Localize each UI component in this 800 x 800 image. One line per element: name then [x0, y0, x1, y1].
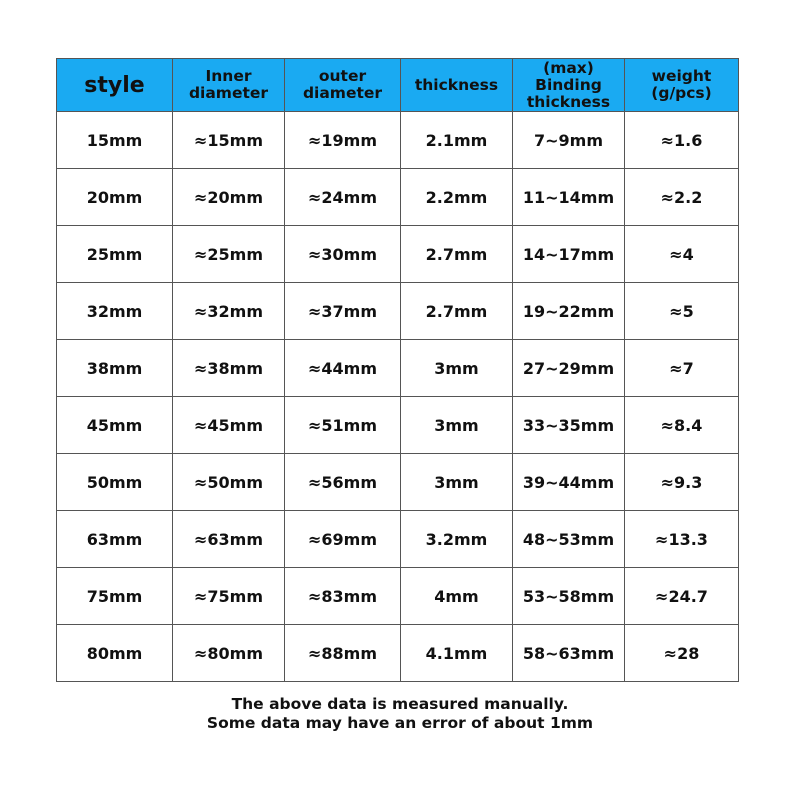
cell-weight: ≈2.2 [625, 169, 739, 226]
cell-outer-diameter: ≈19mm [285, 112, 401, 169]
cell-thickness: 3mm [401, 340, 513, 397]
cell-weight: ≈24.7 [625, 568, 739, 625]
cell-inner-diameter: ≈63mm [173, 511, 285, 568]
cell-outer-diameter: ≈56mm [285, 454, 401, 511]
cell-inner-diameter: ≈50mm [173, 454, 285, 511]
cell-outer-diameter: ≈88mm [285, 625, 401, 682]
cell-outer-diameter: ≈30mm [285, 226, 401, 283]
cell-inner-diameter: ≈75mm [173, 568, 285, 625]
cell-outer-diameter: ≈83mm [285, 568, 401, 625]
cell-outer-diameter: ≈24mm [285, 169, 401, 226]
cell-thickness: 2.7mm [401, 226, 513, 283]
cell-weight: ≈9.3 [625, 454, 739, 511]
cell-style: 32mm [57, 283, 173, 340]
table-row [57, 568, 739, 625]
header-style: style [57, 59, 173, 112]
cell-binding-thickness: 19~22mm [513, 283, 625, 340]
table-header [57, 59, 739, 112]
cell-weight: ≈4 [625, 226, 739, 283]
header-weight: weight (g/pcs) [625, 59, 739, 112]
cell-outer-diameter: ≈51mm [285, 397, 401, 454]
cell-thickness: 4mm [401, 568, 513, 625]
spec-table [56, 58, 739, 682]
header-inner-diameter: Inner diameter [173, 59, 285, 112]
table-row [57, 226, 739, 283]
cell-style: 20mm [57, 169, 173, 226]
table-row [57, 454, 739, 511]
footer-line-1: The above data is measured manually. [231, 695, 569, 713]
cell-style: 63mm [57, 511, 173, 568]
cell-inner-diameter: ≈15mm [173, 112, 285, 169]
cell-outer-diameter: ≈37mm [285, 283, 401, 340]
header-row [57, 59, 739, 112]
header-outer-diameter: outer diameter [285, 59, 401, 112]
cell-thickness: 3mm [401, 397, 513, 454]
cell-thickness: 4.1mm [401, 625, 513, 682]
cell-inner-diameter: ≈38mm [173, 340, 285, 397]
cell-weight: ≈13.3 [625, 511, 739, 568]
cell-inner-diameter: ≈20mm [173, 169, 285, 226]
table-row [57, 283, 739, 340]
cell-style: 25mm [57, 226, 173, 283]
cell-outer-diameter: ≈44mm [285, 340, 401, 397]
cell-binding-thickness: 48~53mm [513, 511, 625, 568]
cell-weight: ≈8.4 [625, 397, 739, 454]
cell-weight: ≈1.6 [625, 112, 739, 169]
cell-weight: ≈28 [625, 625, 739, 682]
cell-weight: ≈5 [625, 283, 739, 340]
cell-binding-thickness: 33~35mm [513, 397, 625, 454]
cell-inner-diameter: ≈45mm [173, 397, 285, 454]
table-body [57, 112, 739, 682]
cell-binding-thickness: 27~29mm [513, 340, 625, 397]
cell-outer-diameter: ≈69mm [285, 511, 401, 568]
cell-inner-diameter: ≈80mm [173, 625, 285, 682]
table-row [57, 397, 739, 454]
table-row [57, 340, 739, 397]
header-binding-thickness: (max) Binding thickness [513, 59, 625, 112]
table-row [57, 112, 739, 169]
cell-binding-thickness: 39~44mm [513, 454, 625, 511]
cell-style: 38mm [57, 340, 173, 397]
cell-style: 80mm [57, 625, 173, 682]
cell-thickness: 3mm [401, 454, 513, 511]
cell-thickness: 2.7mm [401, 283, 513, 340]
cell-binding-thickness: 14~17mm [513, 226, 625, 283]
cell-style: 45mm [57, 397, 173, 454]
cell-inner-diameter: ≈25mm [173, 226, 285, 283]
cell-weight: ≈7 [625, 340, 739, 397]
cell-inner-diameter: ≈32mm [173, 283, 285, 340]
cell-style: 15mm [57, 112, 173, 169]
table-row [57, 625, 739, 682]
cell-binding-thickness: 11~14mm [513, 169, 625, 226]
cell-thickness: 2.2mm [401, 169, 513, 226]
table-row [57, 511, 739, 568]
cell-thickness: 2.1mm [401, 112, 513, 169]
cell-binding-thickness: 53~58mm [513, 568, 625, 625]
cell-style: 75mm [57, 568, 173, 625]
header-thickness: thickness [401, 59, 513, 112]
cell-binding-thickness: 7~9mm [513, 112, 625, 169]
footer-note [0, 695, 800, 733]
cell-thickness: 3.2mm [401, 511, 513, 568]
table-row [57, 169, 739, 226]
cell-binding-thickness: 58~63mm [513, 625, 625, 682]
cell-style: 50mm [57, 454, 173, 511]
footer-line-2: Some data may have an error of about 1mm [206, 714, 594, 732]
